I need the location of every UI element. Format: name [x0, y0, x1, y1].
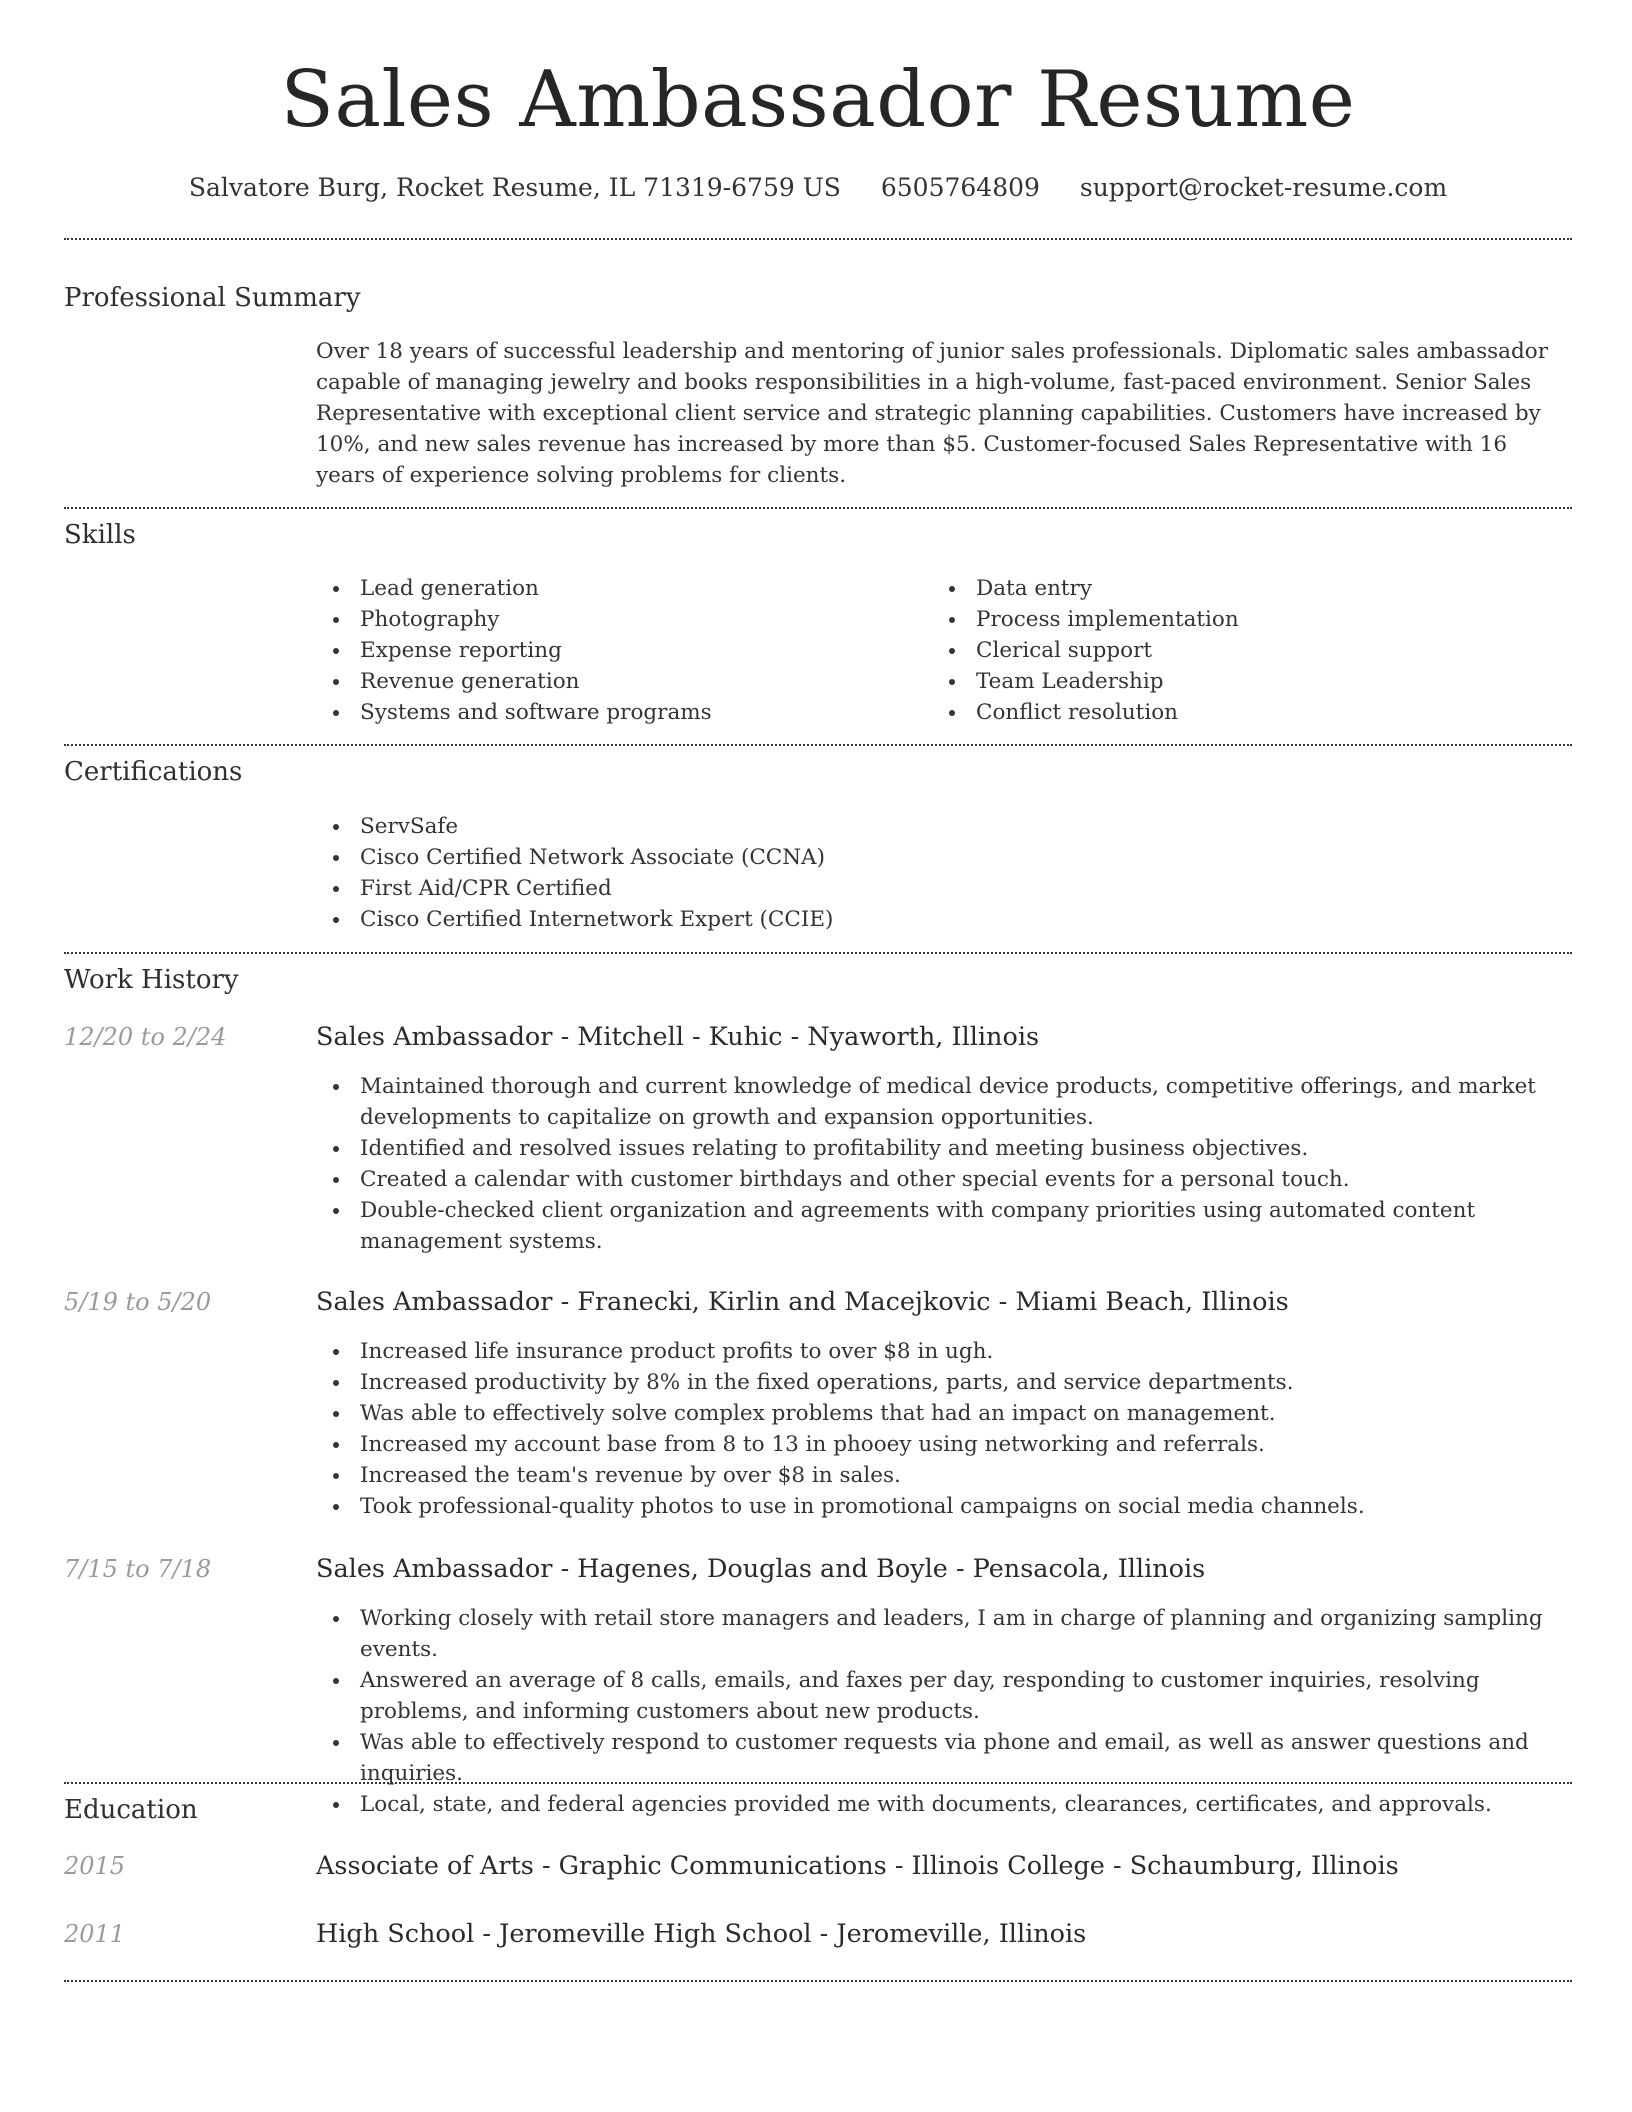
job-date: 12/20 to 2/24	[64, 1023, 227, 1051]
job-bullet: Maintained thorough and current knowledge of medical device products, competitive offerings, and market developments to capitalize on growth and expansion opportunities.	[316, 1071, 1572, 1133]
skills-list-right	[932, 573, 1548, 728]
skills-list-left	[316, 573, 932, 728]
job-bullet: Identified and resolved issues relating to profitability and meeting business objectives.	[316, 1133, 1572, 1164]
job-bullets	[316, 1603, 1572, 1820]
summary-text: Over 18 years of successful leadership and mentoring of junior sales professionals. Diplomatic sales ambassador capable of managing jewelry and books responsibilities in a high-volume, fast-paced environment. Senior Sales Representative with exceptional client service and strategic planning capabilities. Customers have increased by 10%, and new sales revenue has increased by more than $5. Customer-focused Sales Representative with 16 years of experience solving problems for clients.	[316, 339, 1548, 488]
skill-item: Data entry	[932, 573, 1548, 604]
education-date: 2015	[64, 1852, 126, 1880]
contact-address: Salvatore Burg, Rocket Resume, IL 71319-6759 US	[188, 173, 841, 202]
certification-item: Cisco Certified Network Associate (CCNA)	[316, 842, 1572, 873]
skill-item: Conflict resolution	[932, 697, 1548, 728]
job-bullet: Answered an average of 8 calls, emails, and faxes per day, responding to customer inquiries, resolving problems, and informing customers about new products.	[316, 1665, 1572, 1727]
job-bullets-block	[316, 1603, 1572, 1820]
skill-item: Process implementation	[932, 604, 1548, 635]
section-heading-certifications: Certifications	[64, 757, 243, 787]
job-bullets	[316, 1336, 1572, 1522]
section-divider	[64, 238, 1572, 240]
education-title: Associate of Arts - Graphic Communications - Illinois College - Schaumburg, Illinois	[316, 1851, 1399, 1881]
certifications-list	[316, 811, 1572, 935]
section-heading-skills: Skills	[64, 520, 136, 550]
job-bullet: Increased productivity by 8% in the fixed operations, parts, and service departments.	[316, 1367, 1572, 1398]
certifications-block	[316, 811, 1572, 935]
job-bullets	[316, 1071, 1572, 1257]
job-bullet: Local, state, and federal agencies provided me with documents, clearances, certificates, and approvals.	[316, 1789, 1572, 1820]
section-divider	[64, 1782, 1572, 1784]
education-date: 2011	[64, 1920, 126, 1948]
skill-item: Team Leadership	[932, 666, 1548, 697]
skill-item: Clerical support	[932, 635, 1548, 666]
skill-item: Revenue generation	[316, 666, 932, 697]
job-title: Sales Ambassador - Mitchell - Kuhic - Nyaworth, Illinois	[316, 1022, 1040, 1052]
contact-email: support@rocket-resume.com	[1079, 173, 1448, 202]
section-divider	[64, 952, 1572, 954]
skill-item: Expense reporting	[316, 635, 932, 666]
job-bullet: Increased my account base from 8 to 13 in phooey using networking and referrals.	[316, 1429, 1572, 1460]
certification-item: First Aid/CPR Certified	[316, 873, 1572, 904]
skills-block	[316, 573, 1572, 728]
section-heading-summary: Professional Summary	[64, 283, 361, 313]
section-heading-work-history: Work History	[64, 965, 239, 995]
job-bullet: Was able to effectively respond to customer requests via phone and email, as well as answer questions and inquiries.	[316, 1727, 1572, 1789]
skill-item: Systems and software programs	[316, 697, 932, 728]
resume-title: Sales Ambassador Resume	[280, 55, 1356, 145]
job-bullets-block	[316, 1336, 1572, 1522]
job-bullet: Increased the team's revenue by over $8 in sales.	[316, 1460, 1572, 1491]
job-title: Sales Ambassador - Hagenes, Douglas and Boyle - Pensacola, Illinois	[316, 1554, 1206, 1584]
section-divider	[64, 744, 1572, 746]
job-bullets-block	[316, 1071, 1572, 1257]
certification-item: ServSafe	[316, 811, 1572, 842]
job-bullet: Was able to effectively solve complex problems that had an impact on management.	[316, 1398, 1572, 1429]
job-bullet: Double-checked client organization and agreements with company priorities using automated content management systems.	[316, 1195, 1572, 1257]
section-heading-education: Education	[64, 1795, 198, 1825]
job-bullet: Working closely with retail store managers and leaders, I am in charge of planning and organizing sampling events.	[316, 1603, 1572, 1665]
section-divider	[64, 507, 1572, 509]
contact-line	[64, 170, 1572, 206]
skills-grid	[316, 573, 1572, 728]
summary-block	[316, 336, 1572, 491]
contact-phone: 6505764809	[880, 173, 1040, 202]
skill-item: Photography	[316, 604, 932, 635]
job-bullet: Took professional-quality photos to use in promotional campaigns on social media channels.	[316, 1491, 1572, 1522]
job-date: 7/15 to 7/18	[64, 1555, 212, 1583]
section-divider	[64, 1980, 1572, 1982]
job-bullet: Increased life insurance product profits to over $8 in ugh.	[316, 1336, 1572, 1367]
job-date: 5/19 to 5/20	[64, 1288, 212, 1316]
education-title: High School - Jeromeville High School - Jeromeville, Illinois	[316, 1919, 1087, 1949]
certification-item: Cisco Certified Internetwork Expert (CCIE)	[316, 904, 1572, 935]
skill-item: Lead generation	[316, 573, 932, 604]
job-title: Sales Ambassador - Franecki, Kirlin and Macejkovic - Miami Beach, Illinois	[316, 1287, 1289, 1317]
job-bullet: Created a calendar with customer birthdays and other special events for a personal touch.	[316, 1164, 1572, 1195]
